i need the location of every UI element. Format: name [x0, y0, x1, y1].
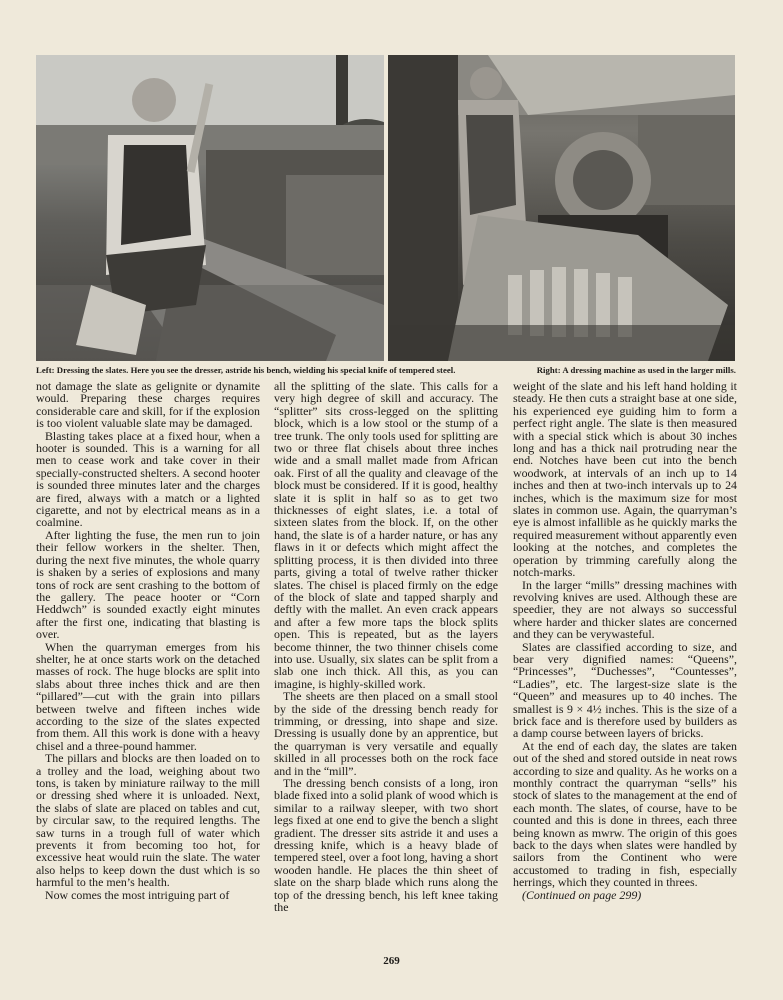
caption-right: Right: A dressing machine as used in the larger mills. — [536, 365, 736, 375]
photo-caption — [36, 365, 736, 375]
photo-dressing-machine-graphic — [388, 55, 735, 361]
caption-left: Left: Dressing the slates. Here you see the dresser, astride his bench, wielding his special knife of tempered steel. — [36, 365, 456, 375]
paragraph: When the quarryman emerges from his shelter, he at once starts work on the detached masses of rock. The huge blocks are split into slabs about three inches thick and are then “pillared”—cut with the grain into pillars between twelve and fifteen inches wide according to the size of the slates expected from them. All this work is done with a heavy chisel and a three-pound hammer. — [36, 639, 260, 753]
paragraph: The dressing bench consists of a long, iron blade fixed into a solid plank of wood which is similar to a railway sleeper, with two short legs fixed at one end to give the bench a slight gradient. The dresser sits astride it and uses a dressing knife, which is a heavy blade of tempered steel, over a foot long, having a short wooden handle. He places the thin sheet of slate on the sharp blade which runs along the top of the dressing bench, his left knee taking the — [274, 776, 498, 915]
photo-slate-dresser — [36, 55, 384, 361]
paragraph: In the larger “mills” dressing machines with revolving knives are used. Although these are speedier, they are not always so successful where harder and thicker slates are concerned and they can be verywasteful. — [513, 577, 737, 642]
paragraph: At the end of each day, the slates are taken out of the shed and stored outside in neat rows according to size and quality. As he works on a monthly contract the quarryman “sells” his stock of slates to the management at the end of each month. The slates, of course, have to be counted and this is done in threes, each three being known as mwrw. The origin of this goes back to the days when slates were handled by sailors from the Continent who were accustomed to trading in fish, especially herrings, which they counted in threes. — [513, 738, 737, 890]
photo-slate-dresser-graphic — [36, 55, 384, 361]
paragraph: The sheets are then placed on a small stool by the side of the dressing bench ready for trimming, or dressing, into shape and size. Dressing is usually done by an apprentice, but the quarryman is very versatile and equally skilled in all processes both on the rock face and in the “mill”. — [274, 689, 498, 778]
paragraph: Now comes the most intriguing part of — [45, 887, 230, 902]
photo-dressing-machine — [388, 55, 735, 361]
paragraph: After lighting the fuse, the men run to join their fellow workers in the shelter. Then, during the next five minutes, the whole quarry is shaken by a series of explosions and many tons of rock are sent crashing to the bottom of the gallery. The peace hooter or “Corn Heddwch” is sounded exactly eight minutes after the first one, indicating that blasting is over. — [36, 527, 260, 642]
text-column-2 — [274, 380, 498, 913]
continued-note: (Continued on page 299) — [522, 887, 642, 902]
page-number: 269 — [383, 955, 400, 967]
paragraph: weight of the slate and his left hand holding it steady. He then cuts a straight base at one side, his experienced eye guiding him to form a perfect right angle. The slate is then measured with a special stick which is about 30 inches long and has a thick nail protruding near the end. Notches have been cut into the bench woodwork, at intervals of an inch up to 14 inches and then at two-inch intervals up to 24 inches, which is the maximum size for most slates in common use. Again, the quarryman’s eye is almost infallible as he quickly marks the required measurement without apparently even looking at the notches, and completes the operation by trimming carefully along the notch-marks. — [513, 379, 737, 580]
paragraph: Slates are classified according to size, and bear very dignified names: “Queens”, “Princesses”, “Duchesses”, “Countesses”, “Ladies”, etc. The largest-size slate is the “Queen” and measures up to 40 inches. The smallest is 9 × 4½ inches. This is the size of a brick face and is therefore used by builders as a damp course between layers of bricks. — [513, 639, 737, 741]
paragraph: The pillars and blocks are then loaded on to a trolley and the load, weighing about two tons, is taken by miniature railway to the mill or dressing shed where it is unloaded. Next, the slabs of slate are placed on tables and cut, by circular saw, to the required lengths. The saw turns in a trough full of water which prevents it from becoming too hot, for excessive heat would ruin the slate. The water also helps to keep down the dust which is so harmful to the men’s health. — [36, 751, 260, 890]
text-column-3 — [513, 380, 737, 901]
text-column-1 — [36, 380, 260, 901]
paragraph: not damage the slate as gelignite or dynamite would. Preparing these charges requires considerable care and skill, for if the explosion is too violent valuable slate may be damaged. — [36, 379, 260, 431]
paragraph: Blasting takes place at a fixed hour, when a hooter is sounded. This is a warning for all men to cease work and take cover in their specially-constructed shelters. A second hooter is sounded three minutes later and the charges are fired, always with a match or a lighted cigarette, and not by electrical means as in a coalmine. — [36, 428, 260, 530]
paragraph: all the splitting of the slate. This calls for a very high degree of skill and accuracy. The “splitter” sits cross-legged on the splitting block, which is a low stool or the stump of a tree trunk. The only tools used for splitting are two or three flat chisels about three inches wide and a small mallet made from African oak. First of all the quality and cleavage of the block must be considered. If it is good, healthy slate it is split in half so as to get two thicknesses of eight slates, i.e. a total of sixteen slates from the block. If, on the other hand, the slate is of a harder nature, or has any flaws in it or defects which might affect the splitting process, it is then divided into three parts, giving a total of twelve rather thicker slates. The chisel is placed firmly on the edge of the block of slate and tapped sharply and deftly with the mallet. An even crack appears and after a few more taps the block splits open. This is repeated, but as the layers become thinner, the two thinner chisels come into use. Usually, six slates can be split from a slab one inch thick. All this, as you can imagine, is highly-skilled work. — [274, 379, 498, 691]
